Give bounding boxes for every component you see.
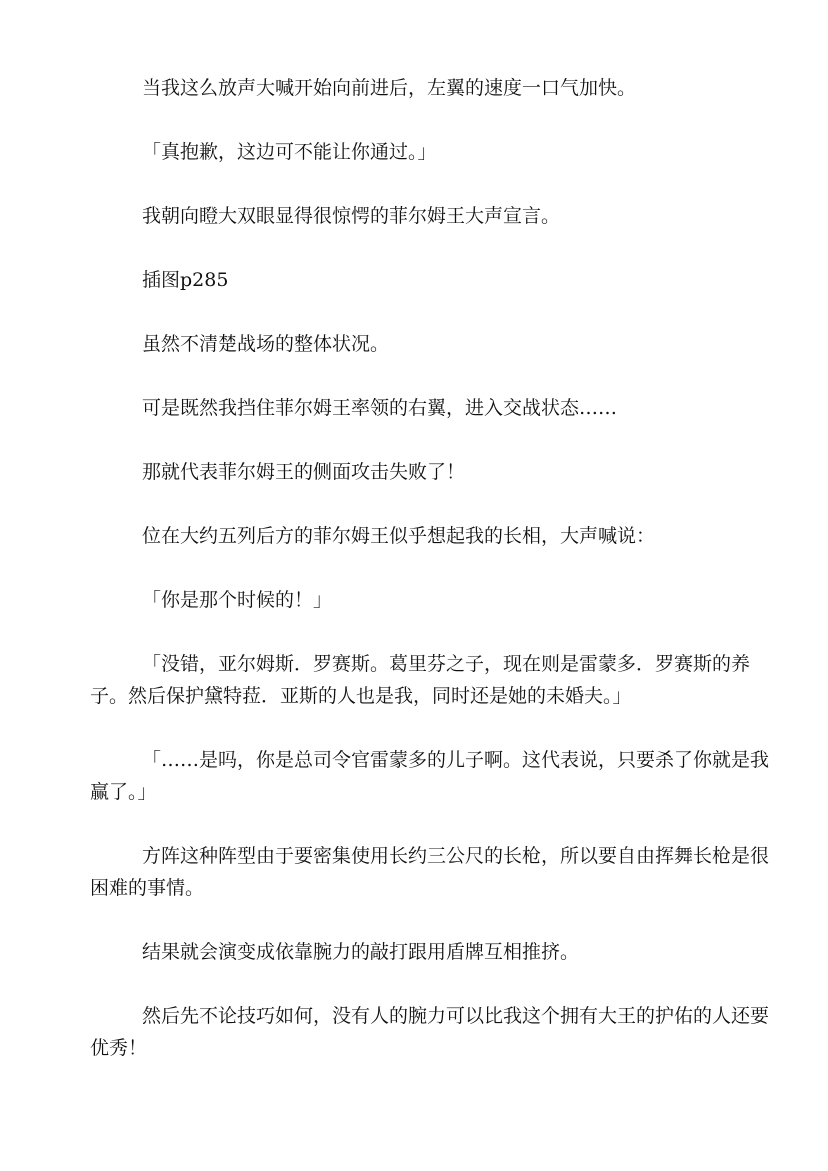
paragraph-6: 可是既然我挡住菲尔姆王率领的右翼，进入交战状态……: [142, 397, 618, 419]
paragraph-14: 然后先不论技巧如何，没有人的腕力可以比我这个拥有大王的护佑的人还要优秀！: [90, 1005, 770, 1059]
paragraph-2: 「真抱歉，这边可不能让你通过。」: [142, 141, 437, 163]
paragraph-12: 方阵这种阵型由于要密集使用长约三公尺的长枪，所以要自由挥舞长枪是很困难的事情。: [90, 845, 770, 899]
paragraph-5: 虽然不清楚战场的整体状况。: [142, 333, 390, 355]
paragraph-1: 当我这么放声大喊开始向前进后，左翼的速度一口气加快。: [142, 77, 637, 99]
illustration-marker: 插图p285: [142, 269, 229, 291]
paragraph-9: 「你是那个时候的！」: [142, 589, 333, 611]
paragraph-3: 我朝向瞪大双眼显得很惊愕的菲尔姆王大声宣言。: [142, 205, 561, 227]
paragraph-8: 位在大约五列后方的菲尔姆王似乎想起我的长相，大声喊说：: [142, 525, 656, 547]
paragraph-7: 那就代表菲尔姆王的侧面攻击失败了！: [142, 461, 466, 483]
text-body: [90, 72, 770, 1096]
paragraph-13: 结果就会演变成依靠腕力的敲打跟用盾牌互相推挤。: [142, 941, 580, 963]
paragraph-11: 「……是吗，你是总司令官雷蒙多的儿子啊。这代表说，只要杀了你就是我赢了。」: [90, 749, 770, 803]
paragraph-10: 「没错，亚尔姆斯．罗赛斯。葛里芬之子，现在则是雷蒙多．罗赛斯的养子。然后保护黛特菈．亚斯的人也是我，同时还是她的未婚夫。」: [90, 653, 751, 707]
